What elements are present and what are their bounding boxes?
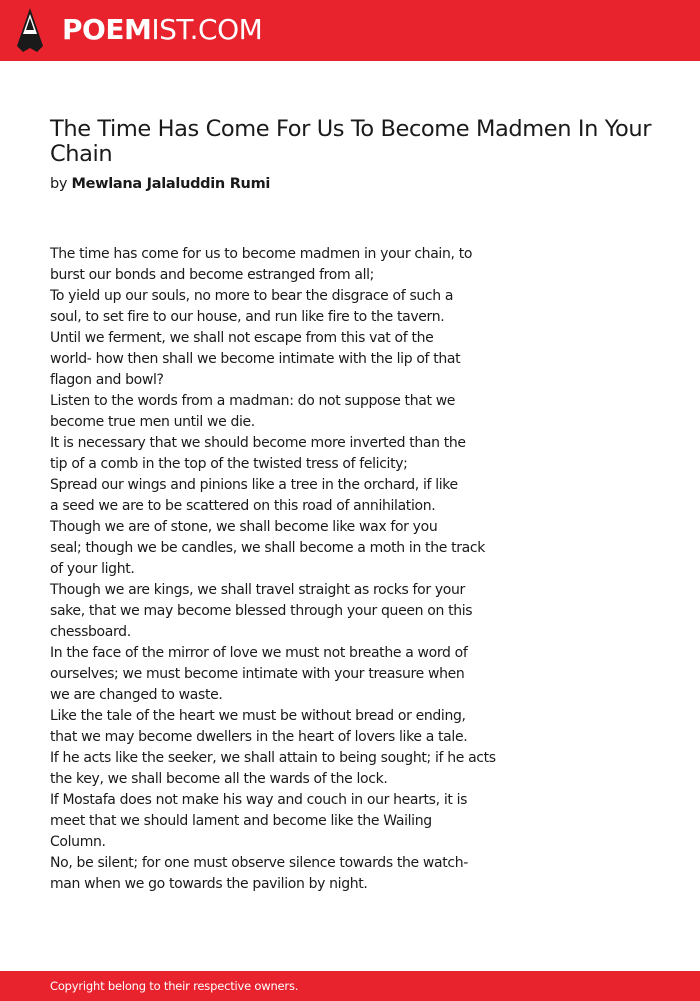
logo-light-part: IST.COM [151, 13, 263, 46]
logo-bold-part: POEM [62, 13, 152, 46]
poem-line: the key, we shall become all the wards of the lock. [50, 771, 388, 787]
site-footer [0, 971, 700, 1001]
poem-line: Though we are of stone, we shall become like wax for you [50, 519, 438, 535]
poem-line: a seed we are to be scattered on this road of annihilation. [50, 498, 436, 514]
pencil-logo-icon[interactable] [17, 8, 43, 52]
copyright-notice: Copyright belong to their respective owners. [50, 979, 299, 993]
poem-line: The time has come for us to become madmen in your chain, to [50, 246, 473, 262]
poem-line: that we may become dwellers in the heart of lovers like a tale. [50, 729, 468, 745]
poem-line: chessboard. [50, 624, 131, 640]
poem-line: Spread our wings and pinions like a tree in the orchard, if like [50, 477, 458, 493]
poem-title: The Time Has Come For Us To Become Madmen In Your Chain [50, 116, 652, 167]
poem-line: Listen to the words from a madman: do not suppose that we [50, 393, 456, 409]
poem-line: burst our bonds and become estranged from all; [50, 267, 375, 283]
poem-line: man when we go towards the pavilion by night. [50, 876, 368, 892]
poem-byline [50, 174, 270, 194]
poem-line: ourselves; we must become intimate with your treasure when [50, 666, 465, 682]
site-header [0, 0, 700, 61]
poem-line: tip of a comb in the top of the twisted tress of felicity; [50, 456, 408, 472]
poem-line: we are changed to waste. [50, 687, 223, 703]
by-label: by [50, 176, 68, 192]
poem-line: It is necessary that we should become more inverted than the [50, 435, 466, 451]
poem-line: sake, that we may become blessed through your queen on this [50, 603, 473, 619]
poem-line: flagon and bowl? [50, 372, 164, 388]
poem-line: become true men until we die. [50, 414, 255, 430]
poem-line: Like the tale of the heart we must be without bread or ending, [50, 708, 466, 724]
poem-line: seal; though we be candles, we shall become a moth in the track [50, 540, 485, 556]
poem-line: If Mostafa does not make his way and couch in our hearts, it is [50, 792, 468, 808]
poem-body [50, 244, 520, 895]
poem-line: meet that we should lament and become like the Wailing [50, 813, 432, 829]
poem-line: To yield up our souls, no more to bear the disgrace of such a [50, 288, 454, 304]
poem-line: world- how then shall we become intimate with the lip of that [50, 351, 461, 367]
site-logo-text[interactable] [62, 12, 262, 48]
poem-line: of your light. [50, 561, 135, 577]
poem-line: In the face of the mirror of love we must not breathe a word of [50, 645, 468, 661]
poem-line: Until we ferment, we shall not escape from this vat of the [50, 330, 434, 346]
author-name: Mewlana Jalaluddin Rumi [71, 176, 271, 192]
poem-line: Column. [50, 834, 106, 850]
poem-line: If he acts like the seeker, we shall attain to being sought; if he acts [50, 750, 496, 766]
poem-line: No, be silent; for one must observe silence towards the watch- [50, 855, 468, 871]
poem-line: soul, to set fire to our house, and run like fire to the tavern. [50, 309, 445, 325]
poem-line: Though we are kings, we shall travel straight as rocks for your [50, 582, 465, 598]
